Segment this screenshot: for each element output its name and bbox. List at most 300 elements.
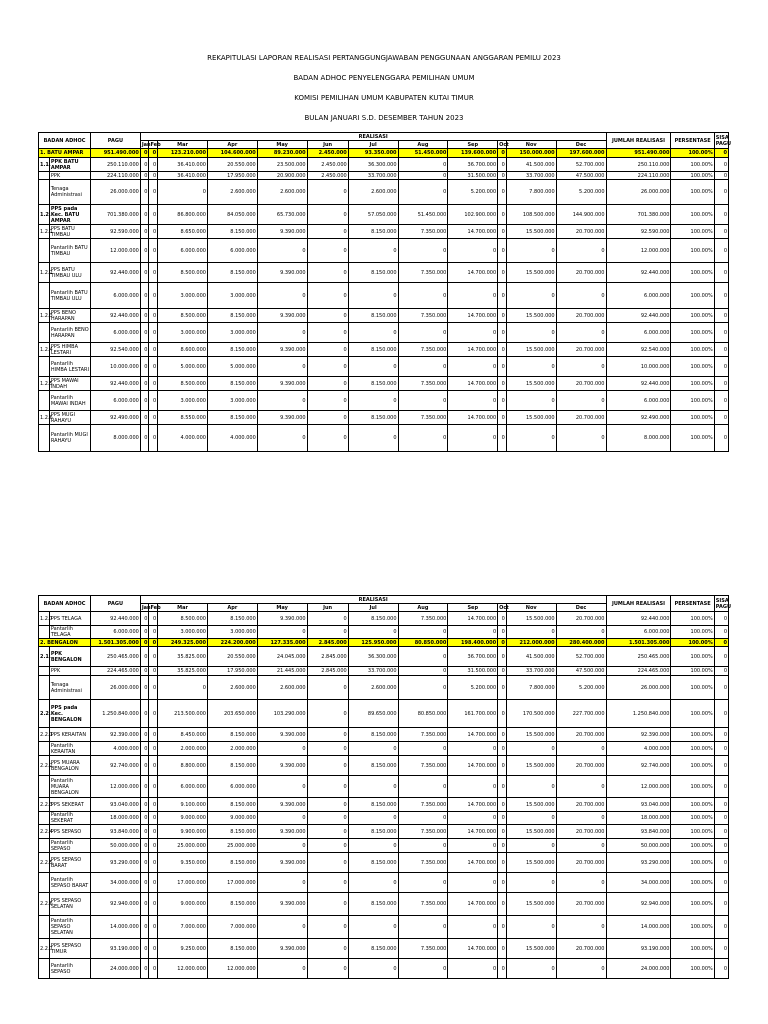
row-sisa: 0 <box>714 263 728 283</box>
row-pagu: 1.250.840.000 <box>91 700 141 728</box>
row-month-value: 0 <box>140 939 149 959</box>
row-month-value: 0 <box>307 742 348 756</box>
row-month-value: 198.400.000 <box>448 639 498 647</box>
row-month-value: 15.500.000 <box>506 853 556 873</box>
row-pagu: 6.000.000 <box>91 626 141 639</box>
row-month-value: 3.000.000 <box>158 323 208 343</box>
row-month-value: 0 <box>307 612 348 626</box>
row-month-value: 20.700.000 <box>556 411 606 425</box>
row-sisa: 0 <box>714 323 728 343</box>
row-month-value: 0 <box>140 756 149 776</box>
row-month-value: 0 <box>307 873 348 893</box>
row-month-value: 0 <box>149 667 158 676</box>
row-pagu: 92.440.000 <box>91 263 141 283</box>
row-month-value: 20.900.000 <box>257 172 307 180</box>
row-month-value: 0 <box>307 357 348 377</box>
row-month-value: 0 <box>140 239 149 263</box>
table-row <box>39 812 729 825</box>
row-month-value: 20.700.000 <box>556 612 606 626</box>
row-month-value: 15.500.000 <box>506 728 556 742</box>
header-month-oct: Oct <box>499 604 509 611</box>
row-month-value: 0 <box>348 742 398 756</box>
row-month-value: 0 <box>498 357 507 377</box>
row-month-value: 15.500.000 <box>506 377 556 391</box>
row-month-value: 33.700.000 <box>506 667 556 676</box>
table-row <box>39 742 729 756</box>
row-month-value: 9.390.000 <box>257 939 307 959</box>
row-month-value: 2.845.000 <box>307 667 348 676</box>
row-month-value: 0 <box>498 323 507 343</box>
row-month-value: 8.150.000 <box>207 612 257 626</box>
row-month-value: 20.700.000 <box>556 343 606 357</box>
row-month-value: 0 <box>348 239 398 263</box>
row-persentase: 100.00% <box>671 225 714 239</box>
header-month-mar: Mar <box>158 141 208 149</box>
row-month-value: 7.350.000 <box>398 893 448 916</box>
row-month-value: 3.000.000 <box>158 283 208 309</box>
row-month-value: 144.900.000 <box>556 205 606 225</box>
row-month-value: 9.390.000 <box>257 825 307 839</box>
row-code <box>39 323 50 343</box>
row-month-value: 0 <box>140 626 149 639</box>
row-code: 1.2.1 <box>39 225 50 239</box>
row-persentase: 100.00% <box>671 639 714 647</box>
row-month-value: 0 <box>140 853 149 873</box>
row-month-value: 0 <box>498 158 507 172</box>
row-name: Pantarlih BATU TIMBAU ULU <box>49 283 90 309</box>
row-month-value: 0 <box>506 626 556 639</box>
row-month-value: 0 <box>257 776 307 798</box>
row-month-value: 0 <box>348 283 398 309</box>
row-month-value: 7.350.000 <box>398 263 448 283</box>
row-jumlah: 6.000.000 <box>606 391 671 411</box>
row-month-value: 0 <box>498 839 507 853</box>
row-month-value: 21.445.000 <box>257 667 307 676</box>
row-persentase: 100.00% <box>671 700 714 728</box>
row-sisa: 0 <box>714 756 728 776</box>
row-month-value: 8.150.000 <box>348 343 398 357</box>
row-month-value: 2.845.000 <box>307 639 348 647</box>
row-month-value: 12.000.000 <box>207 959 257 979</box>
row-jumlah: 92.590.000 <box>606 225 671 239</box>
row-month-value: 9.390.000 <box>257 225 307 239</box>
row-month-value: 0 <box>149 839 158 853</box>
row-month-value: 8.150.000 <box>348 612 398 626</box>
row-jumlah: 6.000.000 <box>606 626 671 639</box>
row-jumlah: 93.840.000 <box>606 825 671 839</box>
row-persentase: 100.00% <box>671 939 714 959</box>
row-month-value: 57.050.000 <box>348 205 398 225</box>
row-sisa: 0 <box>714 916 728 939</box>
row-month-value: 6.000.000 <box>207 239 257 263</box>
row-month-value: 0 <box>140 893 149 916</box>
row-month-value: 0 <box>149 639 158 647</box>
row-month-value: 0 <box>140 377 149 391</box>
row-month-value: 0 <box>498 612 507 626</box>
header-month-sep: Sep <box>448 604 498 612</box>
row-month-value: 84.050.000 <box>207 205 257 225</box>
row-sisa: 0 <box>714 149 728 158</box>
row-month-value: 0 <box>398 158 448 172</box>
row-sisa: 0 <box>714 377 728 391</box>
row-jumlah: 12.000.000 <box>606 239 671 263</box>
report-subtitle-1: BADAN ADHOC PENYELENGGARA PEMILIHAN UMUM <box>293 74 475 82</box>
row-month-value: 0 <box>307 626 348 639</box>
row-code: 2.2.5 <box>39 853 50 873</box>
row-month-value: 8.150.000 <box>348 225 398 239</box>
table-row <box>39 798 729 812</box>
row-code: 2.2.1 <box>39 728 50 742</box>
row-month-value: 0 <box>498 939 507 959</box>
row-month-value: 0 <box>307 700 348 728</box>
row-pagu: 250.465.000 <box>91 647 141 667</box>
row-name: Pantarlih TELAGA <box>49 626 90 639</box>
row-month-value: 0 <box>140 728 149 742</box>
row-month-value: 2.450.000 <box>307 158 348 172</box>
row-sisa: 0 <box>714 647 728 667</box>
row-month-value: 0 <box>448 839 498 853</box>
header-month-jan: Jan <box>141 604 151 611</box>
row-month-value: 0 <box>149 825 158 839</box>
row-month-value: 0 <box>448 323 498 343</box>
row-month-value: 0 <box>448 425 498 452</box>
row-month-value: 0 <box>149 172 158 180</box>
row-month-value: 52.700.000 <box>556 647 606 667</box>
row-month-value: 0 <box>158 676 208 700</box>
row-pagu: 6.000.000 <box>91 323 141 343</box>
row-code: 2.2. <box>39 700 50 728</box>
row-month-value: 0 <box>506 425 556 452</box>
header-month-dec: Dec <box>556 141 606 149</box>
row-month-value: 7.350.000 <box>398 728 448 742</box>
table-row <box>39 323 729 343</box>
table-row <box>39 825 729 839</box>
row-name: PPS MAWAI INDAH <box>49 377 90 391</box>
row-month-value: 15.500.000 <box>506 411 556 425</box>
row-month-value: 9.100.000 <box>158 798 208 812</box>
row-pagu: 92.540.000 <box>91 343 141 357</box>
row-month-value: 5.200.000 <box>556 180 606 205</box>
row-jumlah: 26.000.000 <box>606 676 671 700</box>
row-code <box>39 959 50 979</box>
row-month-value: 0 <box>448 626 498 639</box>
row-month-value: 0 <box>348 839 398 853</box>
row-month-value: 51.450.000 <box>398 205 448 225</box>
row-persentase: 100.00% <box>671 916 714 939</box>
row-persentase: 100.00% <box>671 205 714 225</box>
row-month-value: 0 <box>448 776 498 798</box>
row-month-value: 0 <box>348 776 398 798</box>
header-month-sep: Sep <box>448 141 498 149</box>
row-month-value: 3.000.000 <box>207 283 257 309</box>
table-row <box>39 939 729 959</box>
row-month-value: 5.200.000 <box>556 676 606 700</box>
row-month-value: 41.500.000 <box>506 647 556 667</box>
row-persentase: 100.00% <box>671 873 714 893</box>
row-sisa: 0 <box>714 667 728 676</box>
row-month-value: 0 <box>556 812 606 825</box>
row-month-value: 104.600.000 <box>207 149 257 158</box>
row-sisa: 0 <box>714 839 728 853</box>
row-month-value: 0 <box>149 391 158 411</box>
row-sisa: 0 <box>714 798 728 812</box>
row-sisa: 0 <box>714 812 728 825</box>
row-month-value: 23.500.000 <box>257 158 307 172</box>
row-month-value: 15.500.000 <box>506 939 556 959</box>
row-month-value: 0 <box>506 323 556 343</box>
row-pagu: 14.000.000 <box>91 916 141 939</box>
row-month-value: 8.450.000 <box>158 728 208 742</box>
table-row <box>39 357 729 377</box>
row-code <box>39 839 50 853</box>
row-month-value: 6.000.000 <box>158 776 208 798</box>
row-month-value: 65.730.000 <box>257 205 307 225</box>
row-month-value: 0 <box>149 939 158 959</box>
row-month-value: 17.950.000 <box>207 172 257 180</box>
row-month-value: 0 <box>307 939 348 959</box>
row-month-value: 2.600.000 <box>207 180 257 205</box>
row-month-value: 0 <box>257 959 307 979</box>
row-name: Pantarlih SEKERAT <box>49 812 90 825</box>
table-row <box>39 239 729 263</box>
row-pagu: 951.490.000 <box>91 149 141 158</box>
row-pagu: 24.000.000 <box>91 959 141 979</box>
row-persentase: 100.00% <box>671 676 714 700</box>
row-persentase: 100.00% <box>671 812 714 825</box>
row-month-value: 0 <box>448 239 498 263</box>
row-persentase: 100.00% <box>671 263 714 283</box>
row-month-value: 17.000.000 <box>158 873 208 893</box>
row-month-value: 0 <box>257 916 307 939</box>
row-month-value: 0 <box>140 411 149 425</box>
row-month-value: 14.700.000 <box>448 728 498 742</box>
header-realisasi: REALISASI <box>140 133 606 141</box>
header-month-apr: Apr <box>207 604 257 612</box>
row-month-value: 14.700.000 <box>448 225 498 239</box>
row-name: Pantarlih SEPASO BARAT <box>49 873 90 893</box>
table-row <box>39 149 729 158</box>
row-jumlah: 10.000.000 <box>606 357 671 377</box>
row-month-value: 8.150.000 <box>348 309 398 323</box>
row-month-value: 170.500.000 <box>506 700 556 728</box>
row-jumlah: 6.000.000 <box>606 283 671 309</box>
table-row <box>39 391 729 411</box>
header-persentase: PERSENTASE <box>671 133 714 149</box>
row-month-value: 0 <box>307 391 348 411</box>
row-pagu: 26.000.000 <box>91 180 141 205</box>
row-persentase: 100.00% <box>671 728 714 742</box>
row-month-value: 0 <box>257 239 307 263</box>
row-month-value: 0 <box>307 377 348 391</box>
row-month-value: 0 <box>448 916 498 939</box>
row-month-value: 5.200.000 <box>448 676 498 700</box>
row-month-value: 9.390.000 <box>257 612 307 626</box>
row-persentase: 100.00% <box>671 853 714 873</box>
row-month-value: 31.500.000 <box>448 172 498 180</box>
row-month-value: 20.700.000 <box>556 798 606 812</box>
row-code: 2.2.2 <box>39 756 50 776</box>
row-month-value: 3.000.000 <box>158 391 208 411</box>
row-name: PPS pada Kec. BATU AMPAR <box>49 205 90 225</box>
row-month-value: 89.650.000 <box>348 700 398 728</box>
table-row <box>39 639 729 647</box>
row-sisa: 0 <box>714 676 728 700</box>
row-month-value: 0 <box>307 283 348 309</box>
row-name: Pantarlih SEPASO SELATAN <box>49 916 90 939</box>
row-month-value: 15.500.000 <box>506 343 556 357</box>
row-month-value: 0 <box>257 357 307 377</box>
row-month-value: 8.500.000 <box>158 377 208 391</box>
row-sisa: 0 <box>714 283 728 309</box>
row-month-value: 6.000.000 <box>158 239 208 263</box>
row-month-value: 4.000.000 <box>207 425 257 452</box>
row-month-value: 7.350.000 <box>398 939 448 959</box>
row-month-value: 0 <box>149 798 158 812</box>
row-month-value: 51.450.000 <box>398 149 448 158</box>
row-name: Pantarlih SEPASO <box>49 959 90 979</box>
row-month-value: 0 <box>307 959 348 979</box>
row-month-value: 0 <box>307 756 348 776</box>
row-persentase: 100.00% <box>671 959 714 979</box>
row-month-value: 212.000.000 <box>506 639 556 647</box>
table-row <box>39 180 729 205</box>
row-month-value: 7.350.000 <box>398 411 448 425</box>
row-month-value: 0 <box>257 323 307 343</box>
row-pagu: 26.000.000 <box>91 676 141 700</box>
row-month-value: 2.000.000 <box>158 742 208 756</box>
row-month-value: 7.000.000 <box>207 916 257 939</box>
row-month-value: 2.000.000 <box>207 742 257 756</box>
row-code: 1.2. <box>39 205 50 225</box>
row-month-value: 0 <box>348 959 398 979</box>
row-month-value: 0 <box>398 626 448 639</box>
row-month-value: 0 <box>149 263 158 283</box>
row-month-value: 0 <box>307 853 348 873</box>
row-month-value: 47.500.000 <box>556 667 606 676</box>
row-month-value: 0 <box>140 172 149 180</box>
row-persentase: 100.00% <box>671 411 714 425</box>
row-month-value: 0 <box>498 742 507 756</box>
row-persentase: 100.00% <box>671 149 714 158</box>
row-sisa: 0 <box>714 853 728 873</box>
row-name: Pantarlih BENO HARAPAN <box>49 323 90 343</box>
row-month-value: 0 <box>556 239 606 263</box>
row-persentase: 100.00% <box>671 425 714 452</box>
row-month-value: 36.410.000 <box>158 172 208 180</box>
row-month-value: 0 <box>140 425 149 452</box>
row-month-value: 197.600.000 <box>556 149 606 158</box>
row-month-value: 20.700.000 <box>556 263 606 283</box>
row-month-value: 31.500.000 <box>448 667 498 676</box>
table-row <box>39 873 729 893</box>
row-pagu: 92.490.000 <box>91 411 141 425</box>
row-month-value: 0 <box>448 391 498 411</box>
row-month-value: 2.845.000 <box>307 647 348 667</box>
row-month-value: 36.700.000 <box>448 158 498 172</box>
row-name: PPS SEPASO BARAT <box>49 853 90 873</box>
row-month-value: 0 <box>140 916 149 939</box>
row-month-value: 0 <box>398 647 448 667</box>
row-pagu: 92.440.000 <box>91 612 141 626</box>
row-month-value: 7.350.000 <box>398 309 448 323</box>
row-month-value: 0 <box>556 283 606 309</box>
row-month-value: 9.390.000 <box>257 377 307 391</box>
header-month-may: May <box>257 604 307 612</box>
row-month-value: 102.900.000 <box>448 205 498 225</box>
row-persentase: 100.00% <box>671 158 714 172</box>
row-code <box>39 626 50 639</box>
row-pagu: 250.110.000 <box>91 158 141 172</box>
row-month-value: 0 <box>498 149 507 158</box>
row-month-value: 0 <box>398 812 448 825</box>
row-month-value: 0 <box>149 728 158 742</box>
row-code: 1.1. <box>39 158 50 172</box>
row-month-value: 0 <box>498 756 507 776</box>
row-jumlah: 4.000.000 <box>606 742 671 756</box>
row-jumlah: 12.000.000 <box>606 776 671 798</box>
row-month-value: 0 <box>498 728 507 742</box>
row-pagu: 224.110.000 <box>91 172 141 180</box>
row-name: PPS SEPASO SELATAN <box>49 893 90 916</box>
row-month-value: 0 <box>149 812 158 825</box>
row-month-value: 0 <box>498 647 507 667</box>
row-month-value: 0 <box>307 323 348 343</box>
row-sisa: 0 <box>714 309 728 323</box>
row-month-value: 20.700.000 <box>556 309 606 323</box>
row-month-value: 8.150.000 <box>207 756 257 776</box>
row-month-value: 108.500.000 <box>506 205 556 225</box>
row-month-value: 127.335.000 <box>257 639 307 647</box>
row-month-value: 0 <box>140 776 149 798</box>
row-persentase: 100.00% <box>671 893 714 916</box>
row-month-value: 0 <box>140 700 149 728</box>
row-jumlah: 24.000.000 <box>606 959 671 979</box>
row-jumlah: 1.250.840.000 <box>606 700 671 728</box>
row-section-name: 2. BENGALON <box>39 639 91 647</box>
row-month-value: 17.000.000 <box>207 873 257 893</box>
row-jumlah: 1.501.305.000 <box>606 639 671 647</box>
row-pagu: 92.390.000 <box>91 728 141 742</box>
row-month-value: 14.700.000 <box>448 411 498 425</box>
row-month-value: 3.000.000 <box>158 626 208 639</box>
row-month-value: 0 <box>448 742 498 756</box>
row-code <box>39 391 50 411</box>
row-jumlah: 92.740.000 <box>606 756 671 776</box>
row-name: PPS SEKERAT <box>49 798 90 812</box>
row-pagu: 92.940.000 <box>91 893 141 916</box>
row-persentase: 100.00% <box>671 647 714 667</box>
row-month-value: 0 <box>307 839 348 853</box>
row-month-value: 0 <box>506 239 556 263</box>
row-sisa: 0 <box>714 425 728 452</box>
row-month-value: 5.000.000 <box>207 357 257 377</box>
row-month-value: 9.390.000 <box>257 309 307 323</box>
row-sisa: 0 <box>714 939 728 959</box>
row-month-value: 0 <box>257 626 307 639</box>
row-month-value: 0 <box>398 839 448 853</box>
row-month-value: 8.150.000 <box>207 377 257 391</box>
row-month-value: 8.150.000 <box>207 343 257 357</box>
row-month-value: 0 <box>140 323 149 343</box>
row-month-value: 161.700.000 <box>448 700 498 728</box>
row-pagu: 93.190.000 <box>91 939 141 959</box>
row-month-value: 0 <box>149 205 158 225</box>
table-row <box>39 626 729 639</box>
row-month-value: 25.000.000 <box>158 839 208 853</box>
row-name: PPS BATU TIMBAU <box>49 225 90 239</box>
row-month-value: 0 <box>498 411 507 425</box>
row-month-value: 20.550.000 <box>207 158 257 172</box>
